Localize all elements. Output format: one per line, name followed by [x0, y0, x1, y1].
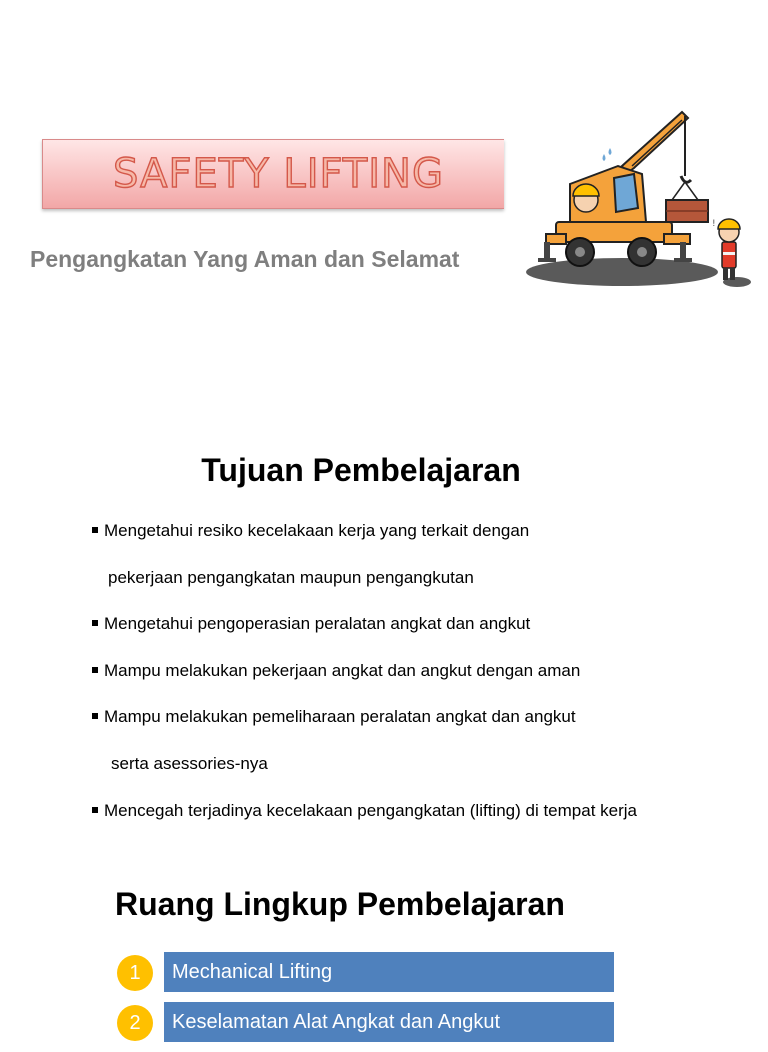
- bullet-square-icon: [92, 620, 98, 626]
- bullet-square-icon: [92, 667, 98, 673]
- scope-heading: Ruang Lingkup Pembelajaran: [115, 886, 565, 922]
- bullet-square-icon: [92, 527, 98, 533]
- list-item: Mencegah terjadinya kecelakaan pengangkatan (lifting) di tempat kerja: [92, 800, 752, 847]
- scope-number-badge: 1: [117, 955, 153, 991]
- list-item-continuation: pekerjaan pengangkatan maupun pengangkutan: [108, 567, 474, 587]
- list-item: Mengetahui resiko kecelakaan kerja yang terkait dengan: [92, 520, 752, 567]
- title-banner: [42, 139, 504, 209]
- scope-item: [117, 952, 617, 1002]
- page-title: SAFETY LIFTING: [113, 151, 444, 197]
- page-subtitle: Pengangkatan Yang Aman dan Selamat: [30, 246, 460, 272]
- crane-worker-illustration: [522, 104, 752, 292]
- scope-list: [117, 952, 617, 1052]
- bullet-square-icon: [92, 807, 98, 813]
- bullet-square-icon: [92, 713, 98, 719]
- list-item: Mampu melakukan pekerjaan angkat dan angkut dengan aman: [92, 660, 752, 707]
- scope-number-badge: 2: [117, 1005, 153, 1041]
- list-item: Mengetahui pengoperasian peralatan angkat dan angkut: [92, 613, 752, 660]
- list-item-continuation: serta asessories-nya: [111, 753, 268, 773]
- scope-label: Mechanical Lifting: [164, 952, 614, 992]
- goals-heading: Tujuan Pembelajaran: [201, 452, 521, 488]
- svg-text:!: !: [712, 219, 716, 229]
- goals-list: [92, 520, 752, 846]
- list-item: Mampu melakukan pemeliharaan peralatan angkat dan angkut: [92, 706, 752, 753]
- scope-label: Keselamatan Alat Angkat dan Angkut: [164, 1002, 614, 1042]
- scope-item: [117, 1002, 617, 1052]
